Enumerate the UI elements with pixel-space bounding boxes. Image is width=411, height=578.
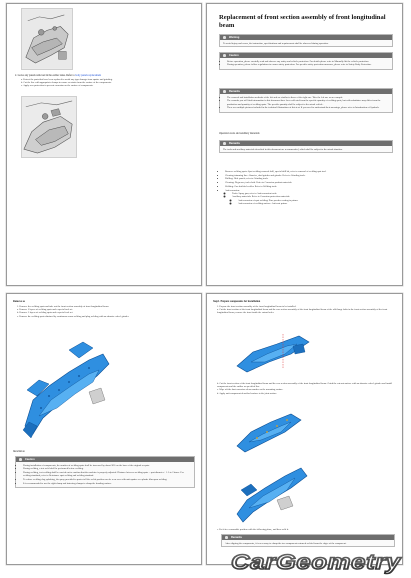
remarks2-text: The tools and auxiliary materials described in this document are recommended, which shall be subject to the actual situation. — [223, 147, 343, 151]
engine-bay-drawing-bottom — [21, 96, 77, 158]
beam-prep-drawing-1 — [233, 328, 313, 376]
beam-section-illustration-2 — [233, 404, 305, 454]
install-caution-box — [15, 456, 195, 488]
removal-item: b. Remove 5 layers of welding spots and a special tool set. — [17, 311, 73, 315]
manual-page-1 — [6, 3, 202, 286]
removal-item: c. Remove the welding spots obtained by continuous seam welding and plug welding with an abrasive wheel grinder. — [17, 314, 130, 318]
install-caution-item: • To reduce welding slag splashing, the spray provided to protect all the welds position can be seen over with anti-spatter or a plastic film upon welding. — [23, 478, 191, 481]
remark-item: • There are multiple pictures included in the technical illustrations of this text. If you need to understand their meanings, please refer to Introduction of Symbols. — [227, 106, 389, 109]
prep-item: b. Cut the front section of the front longitudinal beam and the rear section assembly of the front longitudinal beam. Grind the cut-out surface with an abrasive wheel grinder and install components and the outline as specified line. — [217, 382, 392, 389]
caution-label: Caution — [220, 53, 392, 58]
tool-item: • Anti-corrosion: — [225, 189, 393, 192]
tool-item: • Remove welding spots: Spot welding removal drill, special drill bit, refer to removal of welding spot tool. — [225, 170, 393, 173]
svg-text:CarGeometry: CarGeometry — [231, 551, 402, 574]
remarks2-label: Remarks — [220, 141, 392, 146]
anti-subsub-item: ◦ Anti-corrosion of spot welding: Zinc powder coating to primer — [238, 199, 393, 202]
remark-item: • The remarks you will find information in this document have been collected from the specific quantity of welding spots, but with substitutes may differ from the production and quantity of welding spots. The specific quantity shall be subject to the actual vehicle. — [227, 99, 389, 105]
tool-item: • Cleaning trimming line: Abrasive, dual grinder and grinder. Refer to Grinding tools. — [225, 174, 393, 177]
logo-wordmark-image — [228, 548, 406, 575]
removal-item: a. Remove 5 layers of welding spots and a special tool set. — [17, 308, 73, 312]
cargeometry-logo — [228, 548, 406, 575]
caution-box — [219, 52, 393, 70]
step-text: 2. Leave any panels removed in the earlier tasks. Refer to body panels replacement — [15, 74, 102, 77]
tool-item: • Drilling: Hole punch; refer to Grinding tools. — [225, 177, 393, 180]
tools-list — [219, 170, 393, 205]
step-items — [21, 78, 197, 88]
page4-items-2 — [217, 382, 397, 395]
install-caution-item: • During installation of components, the number of welding spots shall be increased by about 30% on the base of the original as spots. — [23, 464, 191, 467]
warning-box — [219, 34, 393, 47]
step-item: a. Protect the parts that have been replaced to avoid any type damage from spatter and grinding. — [21, 78, 113, 81]
prep-item: e. Put it in a reasonable position with the following plane, and then weld it. — [217, 528, 289, 531]
body-panels-link[interactable]: body panels replacement — [75, 74, 102, 77]
tool-item: • Cleaning: Degreaser, tack cloth. Refer to Corrosion product materials. — [225, 181, 393, 184]
step-item: c. Apply new protection to prevent corrosion on the surface of components. — [21, 84, 94, 88]
remarks-label: Remarks — [220, 89, 392, 94]
page4-step: Step1. Prepare components for installation — [213, 300, 261, 303]
beam-install-illustration — [233, 460, 309, 524]
installation-heading: Installation — [13, 450, 25, 453]
removal-item: 1. Remove the welding spots and take out the front section assembly of front longitudinal beam. — [17, 305, 109, 308]
tool-item: • Welding: Gas shielded welder. Refer to Welding tools. — [225, 185, 393, 188]
remarks-box-2 — [219, 140, 393, 153]
remarks-box — [219, 88, 393, 113]
anti-subsub-item: ◦ Anti-corrosion of welding surface: Anti-rust primer — [238, 202, 393, 205]
beam-prep-drawing-2 — [233, 404, 305, 454]
beam-removal-drawing — [19, 330, 113, 442]
beam-section-illustration-1 — [233, 328, 313, 376]
warning-label: Warning — [220, 35, 392, 40]
beam-install-drawing — [233, 460, 309, 524]
document-title: Replacement of front section assembly of front longitudinal beam — [219, 14, 386, 29]
engine-bay-illustration-2 — [22, 97, 76, 157]
install-caution-item: • It is recommended to use the right clamp and fastening clamps to clamp the bonding surface. — [23, 482, 191, 485]
page4-items — [217, 305, 397, 315]
manual-page-2 — [206, 3, 403, 286]
longitudinal-beam-illustration — [19, 330, 113, 442]
remark-item: • The removal and installation methods of the left and are similar to those of the right one. Take the left one as an example. — [227, 96, 389, 99]
caution-item: • Before operation, please carefully read and observe any safety and vehicle protection. For details please refer to Manually lift the vehicle protection. — [227, 60, 389, 63]
prep-item: d. Apply anti-component described surface to the joint surface. — [217, 391, 278, 395]
anti-sub-item: ◦ Tools: Spray gun; refer to Anti-corrosion tools. — [232, 192, 393, 195]
prep-item: a. Cut the front section of the front longitudinal beam and the rear section assembly of the front longitudinal beam of the old flange bolts in the front section assembly of the front longitudinal beam, remove the front inside the cutout holes. — [217, 308, 388, 315]
install-caution-item: • During welding, a test weld shall be performed before welding. — [23, 467, 191, 470]
page4-items-3 — [217, 528, 397, 531]
step-item: b. Cut the line with appropriate clamps to ensure no strain from the surface of the components. — [21, 81, 112, 85]
page4-remark-text: After aligning the components, it is necessary to clamp the two components returned welded from the edges of the component. — [225, 541, 347, 545]
prep-item: c. Wipe off the dust corrosion clean number on the mounting surface. — [217, 388, 284, 392]
engine-bay-illustration — [22, 9, 72, 69]
install-caution-item: • During welding, test welding shall be carried out to confirm that the machine is properly adjusted. Distance between welding spots = spot diameter + 1.5 to 2 times. For welding standards, refer to Resistance spot welding and welding standard. — [23, 471, 191, 477]
operation-heading: Operation tools and auxiliary materials — [219, 132, 260, 135]
install-caution-label: Caution — [16, 457, 194, 462]
manual-page-3 — [6, 293, 202, 565]
page3-items — [17, 305, 197, 318]
page4-remark-box — [221, 534, 395, 547]
anti-sub-item: ◦ Auxiliary materials: Refer to Corrosion protection materials. — [232, 195, 393, 198]
engine-bay-drawing-top — [21, 8, 73, 70]
manual-page-4 — [206, 293, 403, 565]
page3-step: Remove as — [13, 300, 25, 303]
warning-text: To avoid injury and errors, the instruction, specifications and requirements shall be observed during operation. — [223, 41, 329, 45]
caution-item: • During operation, please follow regulations to ensure safety protection. For specific safety protection measures, please refer to Safety Body Protection. — [227, 63, 389, 66]
prep-item: 1. Prepare the front section assembly of the front longitudinal beam to be installed. — [217, 305, 297, 308]
page4-remark-label: Remarks — [222, 535, 394, 540]
